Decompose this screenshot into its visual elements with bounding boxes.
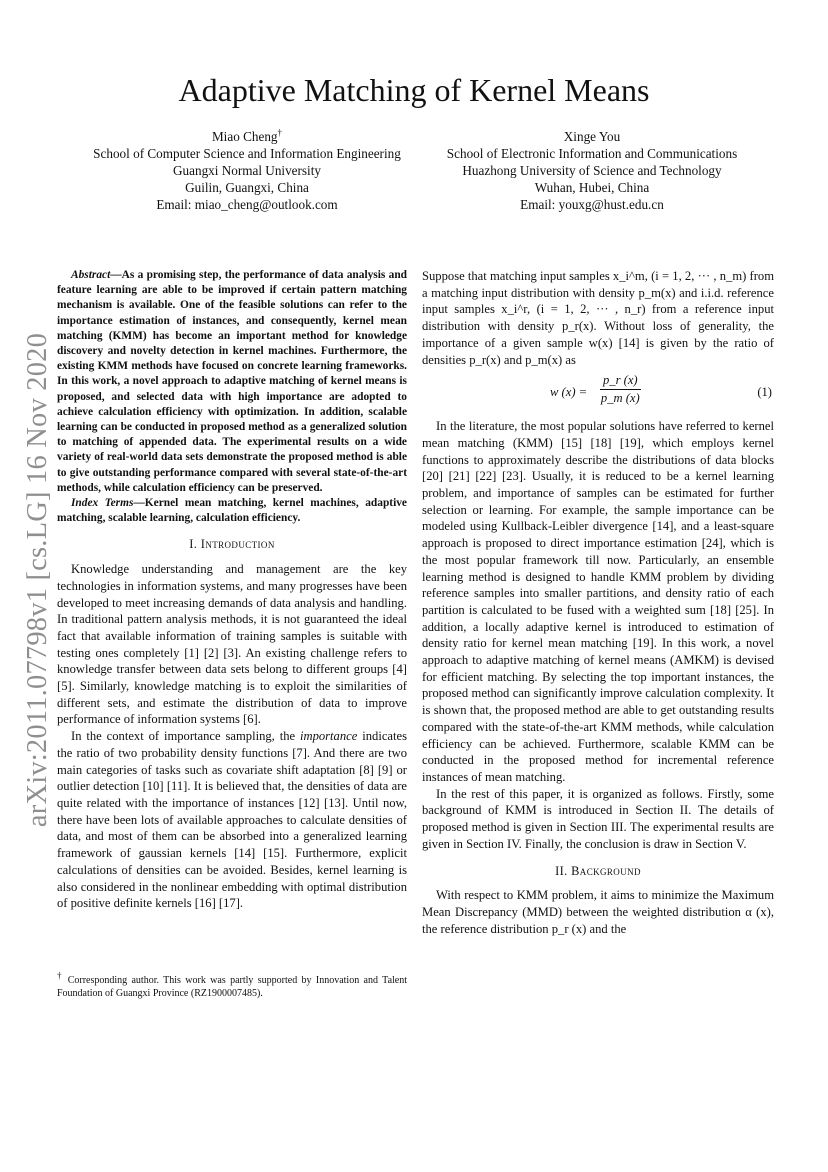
index-terms: [57, 496, 407, 526]
arxiv-stamp: [18, 330, 58, 830]
abstract-text: —As a promising step, the performance of data analysis and feature learning are able to be improved if certain pattern matching mechanism is available. One of the feasible solutions can refer to the importance estimation of instances, and consequently, kernel mean matching (KMM) has become an important method for knowledge discovery and novelty detection in kernel machines. Furthermore, the existing KMM methods have focused on concrete learning frameworks. In this work, a novel approach to adaptive matching of kernel means is proposed, and selected data with high importance are adopted to achieve calculation efficiency with optimization. In addition, scalable learning can be conducted in proposed method as a generalized solution to matching of appended data. The experimental results on a wide variety of real-world data sets demonstrate the proposed method is able to give outstanding performance compared with several state-of-the-art methods, while calculation efficiency can be preserved.: [57, 269, 407, 494]
equation-denominator: p_m (x): [600, 390, 640, 405]
author-email: Email: youxg@hust.edu.cn: [520, 197, 664, 212]
equation-lhs: w (x) =: [550, 385, 588, 400]
footnote: [57, 970, 408, 1000]
footnote-text: Corresponding author. This work was partly supported by Innovation and Talent Foundation of Guangxi Province (RZ1900007485).: [57, 975, 408, 999]
emphasis: importance: [299, 729, 358, 744]
author-name: Xinge You: [563, 129, 621, 144]
index-terms-label: Index Terms: [71, 497, 134, 510]
right-column: [422, 268, 774, 937]
author-block-2: [428, 128, 756, 213]
text-run: In the context of importance sampling, the: [71, 729, 300, 744]
author-email: Email: miao_cheng@outlook.com: [156, 197, 338, 212]
corresponding-mark: †: [277, 127, 283, 138]
author-affiliation: School of Computer Science and Information Engineering: [93, 146, 401, 161]
author-affiliation: Huazhong University of Science and Technology: [462, 163, 722, 178]
abstract: [57, 268, 407, 496]
section-number: II.: [555, 863, 568, 878]
author-affiliation: School of Electronic Information and Communications: [446, 146, 738, 161]
author-name: Miao Cheng: [211, 129, 278, 144]
paper-title: Adaptive Matching of Kernel Means: [178, 72, 650, 108]
section-title: Introduction: [200, 537, 275, 552]
arxiv-id: arXiv:2011.07798v1 [cs.LG] 16 Nov 2020: [22, 332, 53, 828]
index-terms-text: —Kernel mean matching, kernel machines, adaptive matching, scalable learning, calculation efficiency.: [57, 497, 407, 525]
footnote-mark: †: [57, 970, 64, 981]
equation-fraction: [600, 372, 641, 406]
organization-paragraph: In the rest of this paper, it is organized as follows. Firstly, some background of KMM is introduced in Section II. The details of proposed method is given in Section III. The experimental results are given in Section IV. Finally, the conclusion is draw in Section V.: [422, 786, 774, 851]
equation-numerator: p_r (x): [600, 372, 641, 390]
background-paragraph-1: Suppose that matching input samples x_i^m, (i = 1, 2, ··· , n_m) from a matching input distribution with density p_m(x) and i.i.d. reference input samples x_i^r, (i = 1, 2, ··· , n_r) from a reference input distribution with density p_r(x). Without loss of generality, the importance of a given sample w(x) [14] is given by the ratio of densities p_r(x) and p_m(x) as: [422, 269, 774, 367]
author-block-1: [70, 128, 424, 213]
left-column: [57, 268, 407, 912]
text-run: indicates the ratio of two probability density functions [7]. And there are two main categories of tasks such as covariate shift adaptation [8] [9] or outlier detection [10] [11]. It is believed that, the densities of data are quite related with the importance of instances [12] [13]. Until now, there have been lots of available approaches to calculate densities of data, and most of them can be absorbed into a generalized learning framework of gaussian kernels [14] [15]. Furthermore, explicit calculations of densities can be avoided. Besides, kernel learning is also considered in the nonlinear embedding with optimal distribution of positive definite kernels [16] [17].: [57, 729, 407, 911]
equation-number: (1): [757, 385, 772, 400]
literature-paragraph: In the literature, the most popular solutions have referred to kernel mean matching (KMM) [15] [18] [19], which employs kernel functions to approximately describe the distributions of data blocks [20] [21] [22] [23]. Usually, it is reduced to be a kernel learning problem, and importance of samples can be estimated for further selection or learning. For example, the sample importance can be modeled using Kullback-Leibler divergence [14], and a least-square approach is proposed to direct importance estimation [24], which is the most popular framework till now. Particularly, an ensemble learning method is designed to handle KMM problem by dividing reference samples into smaller partitions, and density ratio of each partition is calculated to be fused with a weighted sum [18] [25]. In addition, a locally adaptive kernel is introduced to estimation of density ratio for kernel mean matching [19]. In this work, a novel approach to adaptive matching of kernel means (AMKM) is devised for efficient matching. By selecting the top important instances, the proposed method can significantly improve calculation complexity. It is shown that, the proposed method are able to get outstanding results compared with the state-of-the-art KMM methods, while calculation efficiency can be achieved. Furthermore, scalable KMM can be conducted in the proposed method for incremental reference instances of mean matching.: [422, 419, 774, 784]
background-paragraph-2: With respect to KMM problem, it aims to minimize the Maximum Mean Discrepancy (MMD) between the weighted distribution α (x), the reference distribution p_r (x) and the: [422, 888, 774, 936]
section-title: Background: [571, 863, 641, 878]
author-affiliation: Guangxi Normal University: [173, 163, 321, 178]
section-heading-background: [422, 863, 774, 880]
intro-paragraph-2: [57, 728, 407, 912]
author-location: Wuhan, Hubei, China: [534, 180, 650, 195]
section-number: I.: [189, 537, 198, 552]
equation-1: [422, 372, 774, 414]
author-location: Guilin, Guangxi, China: [185, 180, 309, 195]
section-heading-introduction: [57, 536, 407, 553]
abstract-label: Abstract: [71, 269, 111, 281]
intro-paragraph-1: Knowledge understanding and management are the key technologies in information systems, and many progresses have been developed to meet increasing demands of data analysis and handling. In traditional pattern analysis methods, it is not guaranteed the ideal fact that available information of training samples is suitable with testing ones completely [1] [2] [3]. An existing challenge refers to knowledge transfer between data sets belong to different groups [4] [5]. Similarly, knowledge matching is to exploit the similarities of different sets, and estimate the distribution of data to improve performance of information systems [6].: [57, 562, 407, 727]
